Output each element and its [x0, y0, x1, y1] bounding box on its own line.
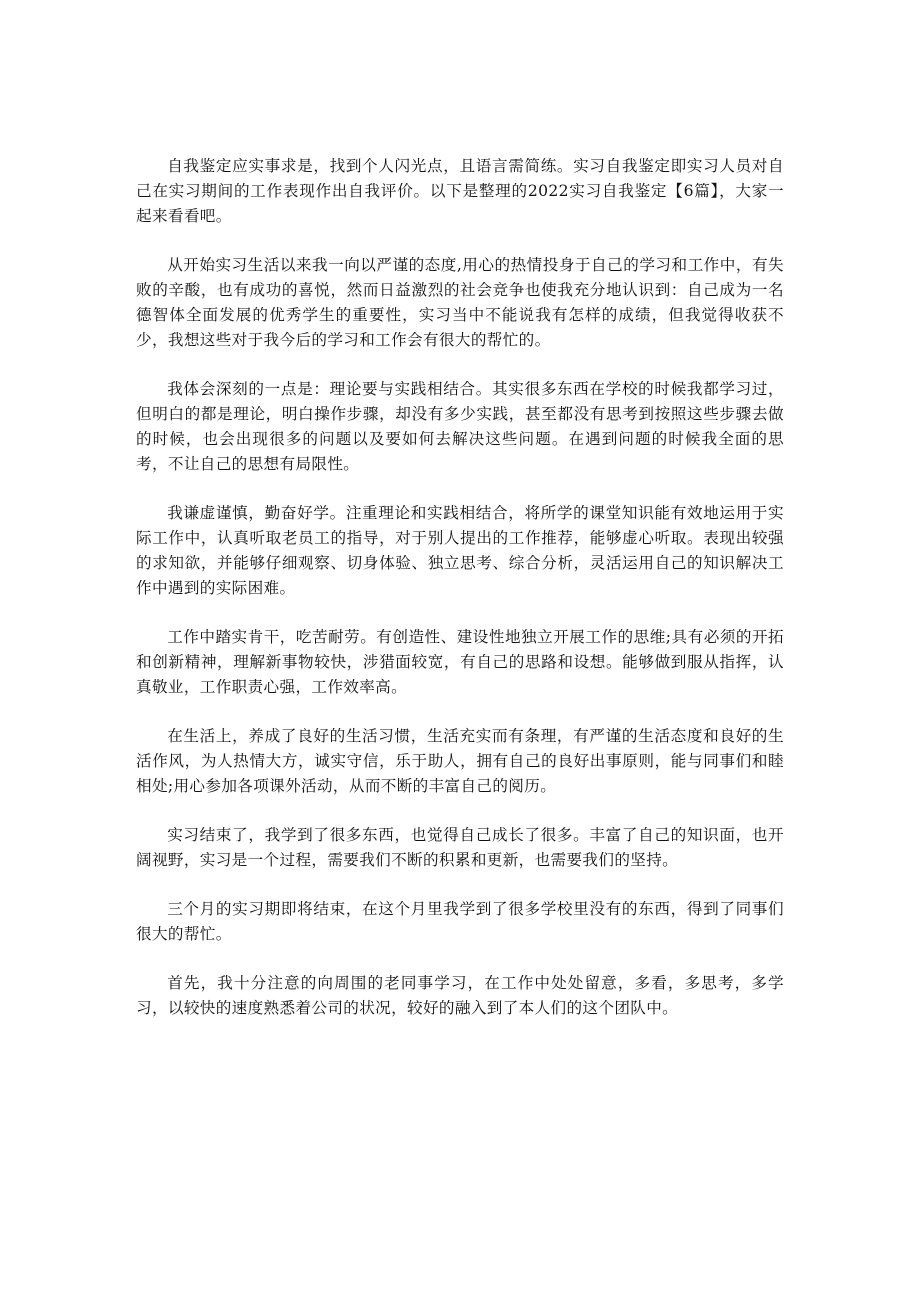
paragraph-attitude: 从开始实习生活以来我一向以严谨的态度,用心的热情投身于自己的学习和工作中，有失败的辛酸，也有成功的喜悦，然而日益激烈的社会竞争也使我充分地认识到：自己成为一名德智体全面发展的优秀学生的重要性，实习当中不能说我有怎样的成绩，但我觉得收获不少，我想这些对于我今后的学习和工作会有很大的帮忙的。: [136, 256, 784, 349]
paragraph-internship-end: 实习结束了，我学到了很多东西，也觉得自己成长了很多。丰富了自己的知识面，也开阔视野，实习是一个过程，需要我们不断的积累和更新，也需要我们的坚持。: [136, 826, 784, 869]
paragraph-modesty: 我谦虚谨慎，勤奋好学。注重理论和实践相结合，将所学的课堂知识能有效地运用于实际工作中，认真听取老员工的指导，对于别人提出的工作推荐，能够虚心听取。表现出较强的求知欲，并能够仔细观察、切身体验、独立思考、综合分析，灵活运用自己的知识解决工作中遇到的实际困难。: [136, 504, 784, 597]
document-body: [136, 154, 784, 1045]
paragraph-three-months: 三个月的实习期即将结束，在这个月里我学到了很多学校里没有的东西，得到了同事们很大的帮忙。: [136, 900, 784, 943]
paragraph-intro: 自我鉴定应实事求是，找到个人闪光点，且语言需简练。实习自我鉴定即实习人员对自己在实习期间的工作表现作出自我评价。以下是整理的2022实习自我鉴定【6篇】，大家一起来看看吧。: [136, 157, 784, 225]
paragraph-first: 首先，我十分注意的向周围的老同事学习，在工作中处处留意，多看，多思考，多学习，以较快的速度熟悉着公司的状况，较好的融入到了本人们的这个团队中。: [136, 974, 784, 1017]
paragraph-life: 在生活上，养成了良好的生活习惯，生活充实而有条理，有严谨的生活态度和良好的生活作风，为人热情大方，诚实守信，乐于助人，拥有自己的良好出事原则，能与同事们和睦相处;用心参加各项课外活动，从而不断的丰富自己的阅历。: [136, 727, 784, 795]
paragraph-theory-practice: 我体会深刻的一点是：理论要与实践相结合。其实很多东西在学校的时候我都学习过，但明白的都是理论，明白操作步骤，却没有多少实践，甚至都没有思考到按照这些步骤去做的时候，也会出现很多的问题以及要如何去解决这些问题。在遇到问题的时候我全面的思考，不让自己的思想有局限性。: [136, 380, 784, 473]
paragraph-work-ethic: 工作中踏实肯干，吃苦耐劳。有创造性、建设性地独立开展工作的思维;具有必须的开拓和创新精神，理解新事物较快，涉猎面较宽，有自己的思路和设想。能够做到服从指挥，认真敬业，工作职责心强，工作效率高。: [136, 628, 784, 696]
